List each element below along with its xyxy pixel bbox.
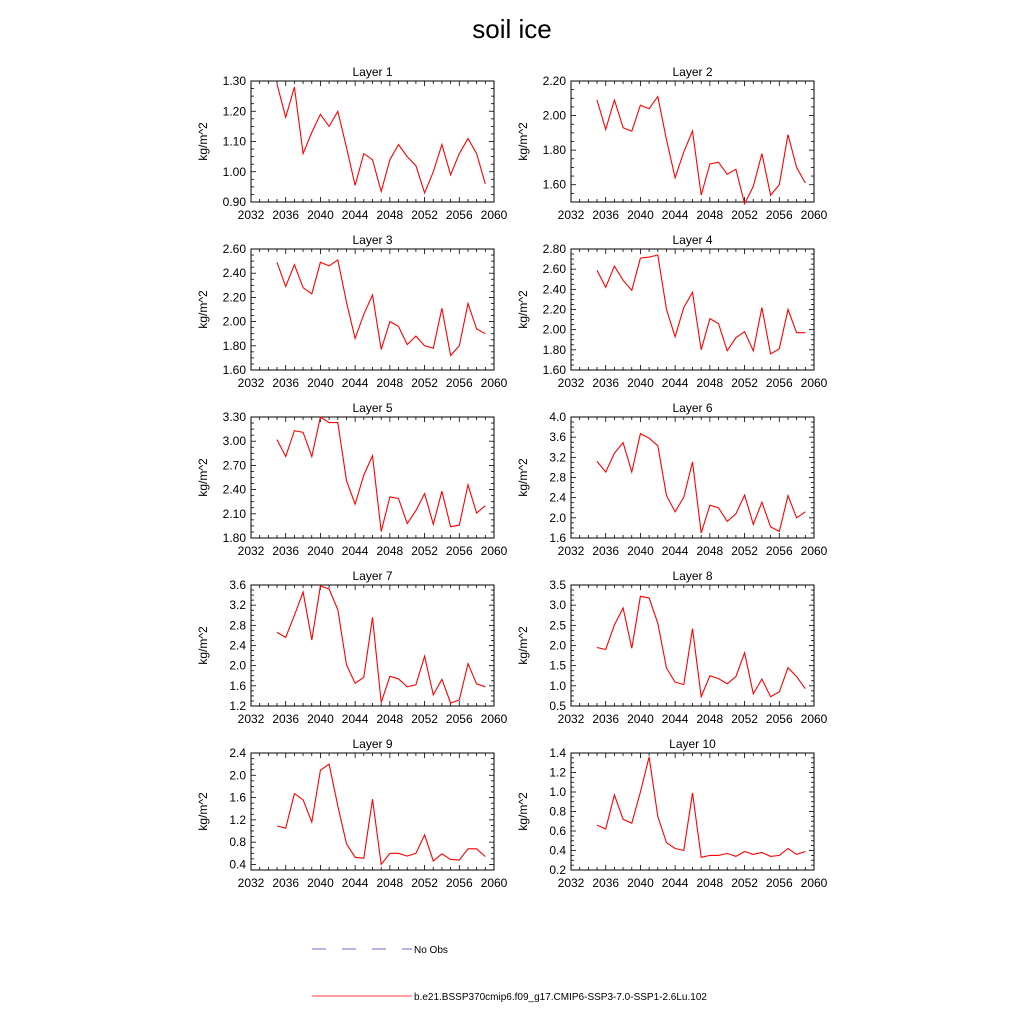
x-tick-label: 2052 [411, 712, 438, 726]
x-tick-label: 2032 [557, 208, 585, 222]
y-tick-label: 1.80 [222, 531, 246, 545]
y-tick-label: 2.40 [222, 266, 246, 281]
panel-layer-2 [516, 65, 828, 222]
plot-frame [251, 585, 494, 706]
y-tick-label: 1.6 [549, 531, 566, 545]
y-tick-label: 3.30 [222, 410, 246, 424]
y-tick-label: 2.4 [549, 490, 566, 505]
x-tick-label: 2036 [592, 712, 620, 726]
y-tick-label: 1.80 [542, 143, 566, 158]
x-tick-label: 2036 [592, 876, 620, 890]
x-tick-label: 2052 [411, 376, 438, 390]
x-tick-label: 2056 [445, 712, 473, 726]
x-tick-label: 2060 [800, 712, 828, 726]
x-tick-label: 2040 [627, 712, 654, 726]
y-axis-label: kg/m^2 [196, 458, 210, 497]
y-axis-label: kg/m^2 [196, 626, 210, 665]
y-tick-label: 3.00 [222, 434, 246, 449]
x-tick-label: 2052 [731, 544, 758, 558]
x-tick-label: 2048 [376, 544, 404, 558]
y-tick-label: 2.20 [222, 290, 246, 305]
panel-layer-1 [196, 65, 508, 222]
panel-title: Layer 5 [352, 401, 393, 415]
y-tick-label: 1.80 [542, 342, 566, 357]
y-tick-label: 1.4 [549, 746, 566, 760]
x-tick-label: 2060 [480, 208, 508, 222]
y-tick-label: 2.70 [222, 458, 246, 473]
x-tick-label: 2040 [307, 544, 334, 558]
series-line [277, 764, 485, 864]
y-axis-label: kg/m^2 [516, 458, 530, 497]
y-tick-label: 0.4 [229, 857, 246, 872]
x-tick-label: 2044 [341, 876, 369, 890]
x-tick-label: 2036 [272, 712, 300, 726]
y-tick-label: 2.80 [542, 242, 566, 256]
y-tick-label: 2.4 [229, 638, 246, 653]
x-tick-label: 2032 [557, 876, 585, 890]
y-tick-label: 2.0 [549, 638, 566, 653]
x-tick-label: 2060 [480, 712, 508, 726]
panel-title: Layer 9 [352, 737, 393, 751]
y-tick-label: 1.6 [229, 678, 246, 693]
y-axis-label: kg/m^2 [196, 290, 210, 329]
series-line [277, 417, 485, 532]
panel-title: Layer 3 [352, 233, 393, 247]
x-tick-label: 2032 [557, 376, 585, 390]
x-tick-label: 2056 [445, 376, 473, 390]
y-axis-label: kg/m^2 [516, 626, 530, 665]
panel-layer-4 [516, 233, 828, 390]
x-tick-label: 2048 [376, 876, 404, 890]
y-tick-label: 3.2 [549, 450, 566, 465]
x-tick-label: 2060 [480, 544, 508, 558]
y-tick-label: 2.5 [549, 618, 566, 633]
y-tick-label: 2.00 [542, 322, 566, 337]
x-tick-label: 2032 [557, 544, 585, 558]
series-line [597, 97, 805, 204]
y-tick-label: 1.60 [222, 363, 246, 377]
panel-title: Layer 7 [352, 569, 393, 583]
y-tick-label: 2.40 [222, 482, 246, 497]
x-tick-label: 2032 [237, 208, 265, 222]
panel-layer-8 [516, 569, 828, 726]
y-tick-label: 1.80 [222, 338, 246, 353]
x-tick-label: 2060 [480, 376, 508, 390]
x-tick-label: 2056 [765, 376, 793, 390]
y-tick-label: 1.30 [222, 74, 246, 88]
x-tick-label: 2052 [731, 712, 758, 726]
y-tick-label: 2.10 [222, 506, 246, 521]
panel-layer-7 [196, 569, 508, 726]
x-tick-label: 2056 [765, 712, 793, 726]
x-tick-label: 2048 [376, 376, 404, 390]
x-tick-label: 2040 [307, 712, 334, 726]
x-tick-label: 2032 [237, 544, 265, 558]
y-tick-label: 1.60 [542, 363, 566, 377]
y-tick-label: 0.2 [549, 863, 566, 877]
x-tick-label: 2040 [307, 876, 334, 890]
legend-run-label: b.e21.BSSP370cmip6.f09_g17.CMIP6-SSP3-7.0-SSP1-2.6Lu.102 [414, 992, 707, 1003]
panel-layer-6 [516, 401, 828, 558]
series-line [277, 260, 485, 356]
panel-layer-5 [196, 401, 508, 558]
y-tick-label: 1.2 [549, 765, 566, 780]
panel-layer-3 [196, 233, 508, 390]
x-tick-label: 2040 [627, 376, 654, 390]
y-tick-label: 3.6 [229, 578, 246, 592]
y-tick-label: 2.0 [549, 510, 566, 525]
y-tick-label: 0.8 [229, 835, 246, 850]
x-tick-label: 2056 [445, 544, 473, 558]
y-axis-label: kg/m^2 [196, 792, 210, 831]
y-tick-label: 1.2 [229, 699, 246, 713]
x-tick-label: 2036 [272, 208, 300, 222]
plot-frame [251, 249, 494, 370]
series-line [597, 757, 805, 857]
y-axis-label: kg/m^2 [196, 122, 210, 161]
x-tick-label: 2036 [272, 544, 300, 558]
x-tick-label: 2056 [765, 208, 793, 222]
x-tick-label: 2056 [765, 544, 793, 558]
x-tick-label: 2052 [411, 544, 438, 558]
y-axis-label: kg/m^2 [516, 792, 530, 831]
y-tick-label: 0.4 [549, 843, 566, 858]
y-tick-label: 1.60 [542, 177, 566, 192]
panel-title: Layer 2 [672, 65, 713, 79]
x-tick-label: 2040 [307, 376, 334, 390]
series-line [277, 84, 485, 193]
x-tick-label: 2060 [480, 876, 508, 890]
x-tick-label: 2032 [237, 712, 265, 726]
x-tick-label: 2052 [411, 876, 438, 890]
x-tick-label: 2040 [627, 208, 654, 222]
x-tick-label: 2044 [661, 208, 689, 222]
x-tick-label: 2048 [696, 376, 724, 390]
x-tick-label: 2052 [731, 876, 758, 890]
series-line [277, 586, 485, 703]
y-tick-label: 3.0 [549, 598, 566, 613]
series-line [597, 596, 805, 696]
x-tick-label: 2060 [800, 208, 828, 222]
x-tick-label: 2060 [800, 876, 828, 890]
y-tick-label: 2.00 [542, 108, 566, 123]
x-tick-label: 2036 [272, 376, 300, 390]
legend-no-obs-label: No Obs [414, 945, 448, 956]
plot-frame [251, 417, 494, 538]
y-tick-label: 2.20 [542, 74, 566, 88]
x-tick-label: 2048 [696, 208, 724, 222]
y-tick-label: 1.2 [229, 812, 246, 827]
y-tick-label: 1.6 [229, 790, 246, 805]
x-tick-label: 2040 [307, 208, 334, 222]
panel-layer-10 [516, 737, 828, 890]
plot-frame [571, 753, 814, 870]
x-tick-label: 2044 [341, 544, 369, 558]
plot-frame [251, 81, 494, 202]
figure-title: soil ice [472, 14, 552, 44]
x-tick-label: 2056 [445, 208, 473, 222]
panel-title: Layer 10 [669, 737, 716, 751]
x-tick-label: 2060 [800, 544, 828, 558]
y-axis-label: kg/m^2 [516, 290, 530, 329]
x-tick-label: 2036 [272, 876, 300, 890]
y-tick-label: 3.6 [549, 430, 566, 445]
x-tick-label: 2052 [731, 376, 758, 390]
y-tick-label: 4.0 [549, 410, 566, 424]
x-tick-label: 2048 [376, 208, 404, 222]
series-line [597, 434, 805, 533]
y-tick-label: 1.10 [222, 134, 246, 149]
x-tick-label: 2048 [696, 876, 724, 890]
y-tick-label: 0.8 [549, 804, 566, 819]
x-tick-label: 2036 [592, 544, 620, 558]
y-tick-label: 2.0 [229, 768, 246, 783]
y-tick-label: 2.60 [222, 242, 246, 256]
x-tick-label: 2032 [237, 376, 265, 390]
x-tick-label: 2060 [800, 376, 828, 390]
x-tick-label: 2032 [237, 876, 265, 890]
y-tick-label: 0.5 [549, 699, 566, 713]
x-tick-label: 2032 [557, 712, 585, 726]
x-tick-label: 2048 [696, 544, 724, 558]
x-tick-label: 2036 [592, 208, 620, 222]
panel-title: Layer 4 [672, 233, 713, 247]
panel-title: Layer 6 [672, 401, 713, 415]
x-tick-label: 2044 [661, 376, 689, 390]
x-tick-label: 2044 [341, 712, 369, 726]
x-tick-label: 2044 [341, 376, 369, 390]
y-axis-label: kg/m^2 [516, 122, 530, 161]
x-tick-label: 2040 [627, 876, 654, 890]
y-tick-label: 1.0 [549, 678, 566, 693]
y-tick-label: 2.40 [542, 282, 566, 297]
x-tick-label: 2056 [445, 876, 473, 890]
plot-frame [571, 249, 814, 370]
y-tick-label: 1.5 [549, 658, 566, 673]
y-tick-label: 1.20 [222, 104, 246, 119]
x-tick-label: 2044 [661, 876, 689, 890]
series-line [597, 255, 805, 354]
x-tick-label: 2044 [661, 544, 689, 558]
y-tick-label: 2.8 [549, 470, 566, 485]
x-tick-label: 2036 [592, 376, 620, 390]
x-tick-label: 2056 [765, 876, 793, 890]
panel-title: Layer 8 [672, 569, 713, 583]
y-tick-label: 2.0 [229, 658, 246, 673]
x-tick-label: 2048 [376, 712, 404, 726]
plot-frame [251, 753, 494, 870]
y-tick-label: 2.60 [542, 262, 566, 277]
y-tick-label: 0.90 [222, 195, 246, 209]
y-tick-label: 1.0 [549, 785, 566, 799]
y-tick-label: 2.20 [542, 302, 566, 317]
x-tick-label: 2052 [731, 208, 758, 222]
y-tick-label: 2.4 [229, 746, 246, 760]
y-tick-label: 1.00 [222, 164, 246, 179]
panel-title: Layer 1 [352, 65, 393, 79]
plot-frame [571, 81, 814, 202]
x-tick-label: 2040 [627, 544, 654, 558]
plot-frame [571, 417, 814, 538]
y-tick-label: 2.00 [222, 314, 246, 329]
legend [312, 945, 707, 1003]
panel-layer-9 [196, 737, 508, 890]
y-tick-label: 2.8 [229, 618, 246, 633]
x-tick-label: 2044 [341, 208, 369, 222]
y-tick-label: 3.5 [549, 578, 566, 592]
x-tick-label: 2048 [696, 712, 724, 726]
y-tick-label: 3.2 [229, 598, 246, 613]
x-tick-label: 2044 [661, 712, 689, 726]
y-tick-label: 0.6 [549, 824, 566, 838]
x-tick-label: 2052 [411, 208, 438, 222]
